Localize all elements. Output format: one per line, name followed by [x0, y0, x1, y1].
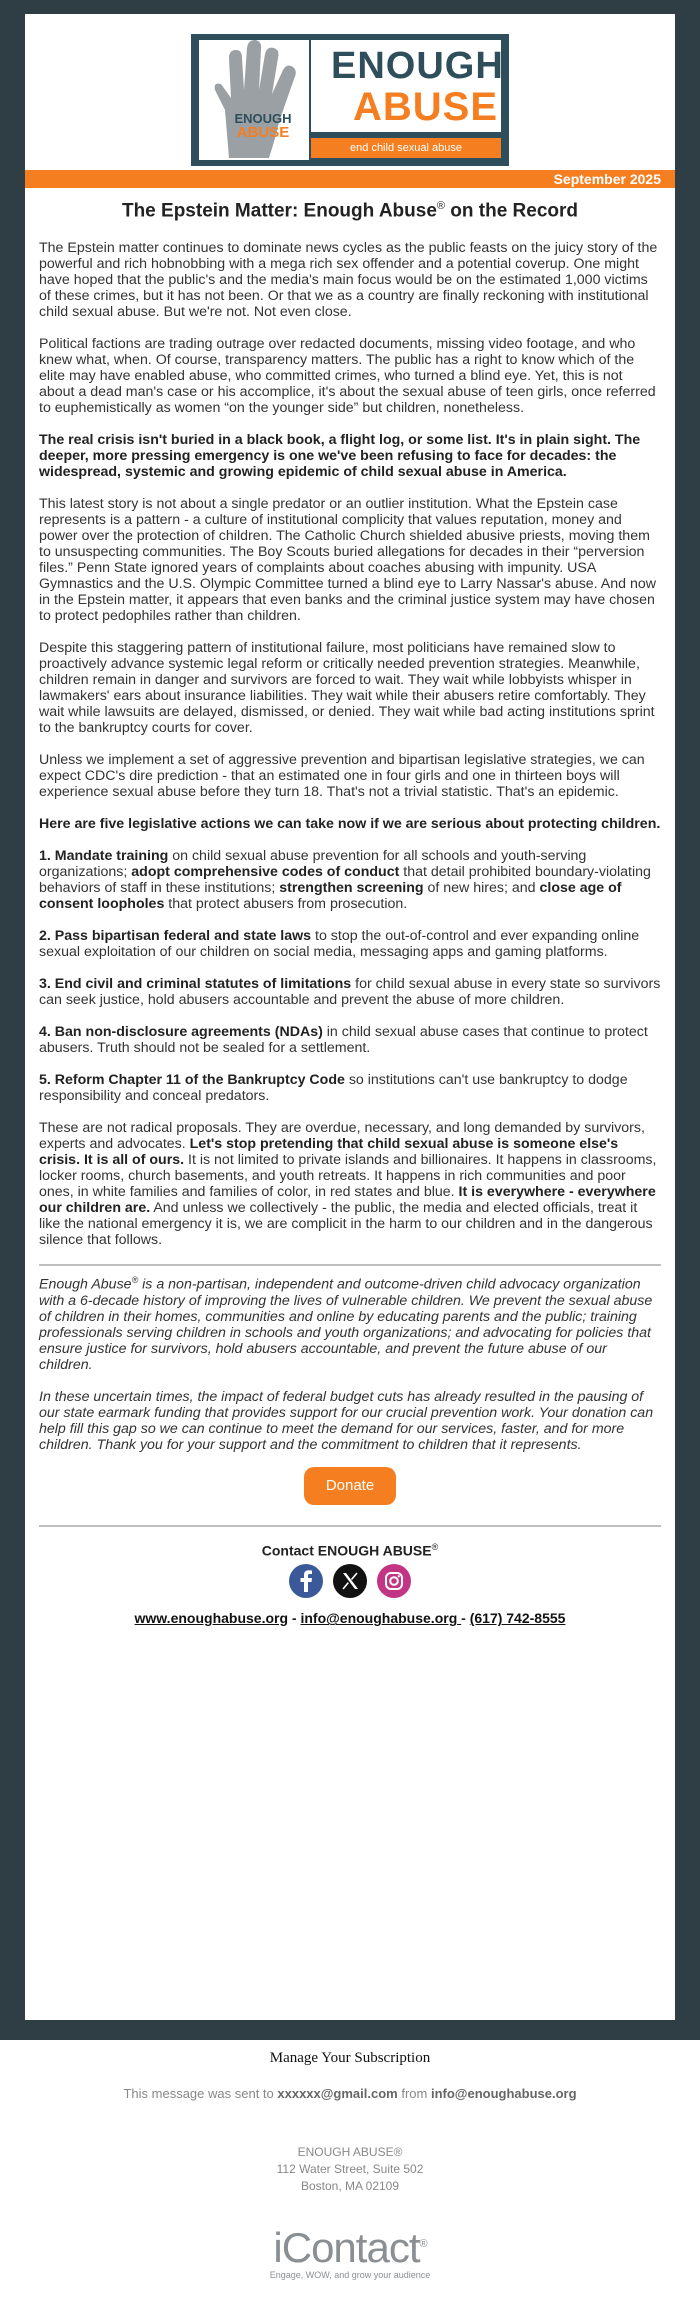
logo-wordmark — [311, 40, 504, 132]
icontact-slogan: Engage, WOW, and grow your audience — [269, 2270, 431, 2280]
sender-email: info@enoughabuse.org — [430, 2086, 577, 2101]
action-item-3: 3. End civil and criminal statutes of limitations for child sexual abuse in every state so survivors can seek justice, hold abusers accountable and prevent the abuse of more children. — [39, 976, 661, 1008]
phone-link[interactable]: (617) 742-8555 — [469, 1610, 566, 1627]
action-item-4: 4. Ban non-disclosure agreements (NDAs) in child sexual abuse cases that continue to protect abusers. Truth should not be sealed for a settlement. — [39, 1024, 648, 1056]
donate-button[interactable]: Donate — [304, 1467, 396, 1505]
instagram-icon[interactable] — [377, 1564, 411, 1598]
facebook-icon[interactable] — [289, 1564, 323, 1598]
x-icon[interactable] — [333, 1564, 367, 1598]
issue-date: September 2025 — [553, 171, 661, 187]
logo-hand-line1: ENOUGH — [234, 111, 292, 126]
appeal-paragraph: In these uncertain times, the impact of federal budget cuts has already resulted in the pausing of our state earmark funding that provides support for our crucial prevention work. Your donation can help fill this gap so we can continue to meet the demand for our services, faster, and for more children. Thank you for your support and the commitment to children that it represents. — [39, 1388, 654, 1453]
icontact-brand: iContact — [273, 2224, 420, 2271]
email-link[interactable]: info@enoughabuse.org — [300, 1610, 462, 1627]
action-item-1: 1. Mandate training on child sexual abuse prevention for all schools and youth-serving organizations; adopt comprehensive codes of conduct that detail prohibited boundary-violating behaviors of staff in these institutions; strengthen screening of new hires; and close age of consent loopholes that protect abusers from prosecution. — [39, 848, 651, 912]
address-city: Boston, MA 02109 — [300, 2179, 400, 2193]
date-band — [25, 170, 675, 188]
logo-hand-line2: ABUSE — [236, 124, 290, 141]
about-paragraph: Enough Abuse® is a non-partisan, independent and outcome-driven child advocacy organization with a 6-decade history of improving the lives of vulnerable children. We prevent the sexual abuse of children in their homes, communities and online by educating parents and the public; training professionals serving children in schools and youth organizations; and advocating for policies that ensure justice for survivors, hold abusers accountable, and prevent the future abuse of our children. — [39, 1275, 653, 1373]
paragraph: The Epstein matter continues to dominate news cycles as the public feasts on the juicy story of the powerful and rich hobnobbing with a mega rich sex offender and a potential coverup. One might have hoped that the public's and the media's main focus would be on the estimated 1,000 victims of these crimes, but it has not been. Or that we as a country are finally reckoning with institutional child sexual abuse. But we're not. Not even close. — [39, 240, 658, 320]
divider — [39, 1525, 661, 1527]
paragraph: This latest story is not about a single predator or an outlier institution. What the Epstein case represents is a pattern - a culture of institutional complicity that values reputation, money and power over the protection of children. The Catholic Church shielded abusive priests, moving them to unsuspecting communities. The Boy Scouts buried allegations for decades in their “perversion files.” Penn State ignored years of complaints about coaches abusing with impunity. USA Gymnastics and the U.S. Olympic Committee turned a blind eye to Larry Nassar's abuse. And now in the Epstein matter, it appears that even banks and the criminal justice system may have chosen to protect pedophiles rather than children. — [39, 496, 656, 624]
icontact-logo[interactable]: iContact® Engage, WOW, and grow your audience — [250, 2220, 450, 2286]
article-title-main: The Epstein Matter: Enough Abuse — [121, 200, 437, 222]
email-card — [25, 14, 675, 2020]
postal-address — [0, 2144, 700, 2195]
contact-heading: Contact ENOUGH ABUSE® — [261, 1541, 439, 1559]
paragraph: Unless we implement a set of aggressive prevention and bipartisan legislative strategies, we can expect CDC's dire prediction - that an estimated one in four girls and one in thirteen boys will experience sexual abuse before they turn 18. That's not a trivial statistic. That's an epidemic. — [39, 752, 645, 800]
paragraph: Despite this staggering pattern of institutional failure, most politicians have remained slow to proactively advance systemic legal reform or critically needed prevention strategies. Meanwhile, children remain in danger and survivors are forced to wait. They wait while lobbyists whisper in lawmakers' ears about insurance liabilities. They wait while their abusers retire comfortably. They wait while lawsuits are delayed, dismissed, or denied. They wait while bad acting institutions sprint to the bankruptcy courts for cover. — [39, 640, 655, 736]
enough-abuse-logo[interactable] — [191, 34, 509, 166]
social-links — [39, 1564, 661, 1600]
sent-notice: This message was sent to xxxxxx@gmail.com from info@enoughabuse.org — [123, 2086, 577, 2101]
hand-icon — [199, 40, 309, 160]
logo-word-enough: ENOUGH — [331, 45, 504, 87]
recipient-email: xxxxxx@gmail.com — [277, 2086, 398, 2101]
closing-paragraph: These are not radical proposals. They are overdue, necessary, and long demanded by survivors, experts and advocates. Let's stop pretending that child sexual abuse is someone else's crisis. It is all of ours. It is not limited to private islands and billionaires. It happens in classrooms, locker rooms, church basements, and youth retreats. It happens in rich communities and poor ones, in white families and families of color, in red states and blue. It is everywhere - everywhere our children are. And unless we collectively - the public, the media and elected officials, treat it like the national emergency it is, we are complicit in the harm to our children and in the dangerous silence that follows. — [39, 1120, 657, 1248]
article-title — [25, 200, 675, 222]
contact-links: www.enoughabuse.org - info@enoughabuse.org - (617) 742-8555 — [134, 1610, 566, 1627]
key-statement: The real crisis isn't buried in a black book, a flight log, or some list. It's in plain sight. The deeper, more pressing emergency is one we've been refusing to face for decades: the widespread, systemic and growing epidemic of child sexual abuse in America. — [39, 432, 641, 480]
address-street: 112 Water Street, Suite 502 — [276, 2162, 424, 2176]
logo-word-abuse: ABUSE — [353, 85, 499, 129]
paragraph: Political factions are trading outrage over redacted documents, missing video footage, and who knew what, when. Of course, transparency matters. The public has a right to know which of the elite may have enabled abuse, who committed crimes, who turned a blind eye. Yet, this is not about a dead man's case or his accomplice, it's about the sexual abuse of teen girls, once referred to euphemistically as women “on the younger side” but children, nonetheless. — [39, 336, 656, 416]
website-link[interactable]: www.enoughabuse.org — [134, 1610, 289, 1627]
registered-mark: ® — [436, 200, 445, 212]
logo-tagline: end child sexual abuse — [311, 138, 501, 158]
article-body — [39, 240, 661, 1626]
actions-intro: Here are five legislative actions we can take now if we are serious about protecting children. — [39, 816, 661, 832]
divider — [39, 1264, 661, 1266]
action-item-2: 2. Pass bipartisan federal and state laws to stop the out-of-control and ever expanding online sexual exploitation of our children on social media, messaging apps and gaming platforms. — [39, 928, 640, 960]
manage-subscription-link[interactable]: Manage Your Subscription — [269, 2050, 431, 2066]
action-item-5: 5. Reform Chapter 11 of the Bankruptcy Code so institutions can't use bankruptcy to dodge responsibility and conceal predators. — [39, 1072, 628, 1104]
address-org: ENOUGH ABUSE® — [297, 2145, 403, 2159]
article-title-tail: on the Record — [445, 200, 579, 222]
